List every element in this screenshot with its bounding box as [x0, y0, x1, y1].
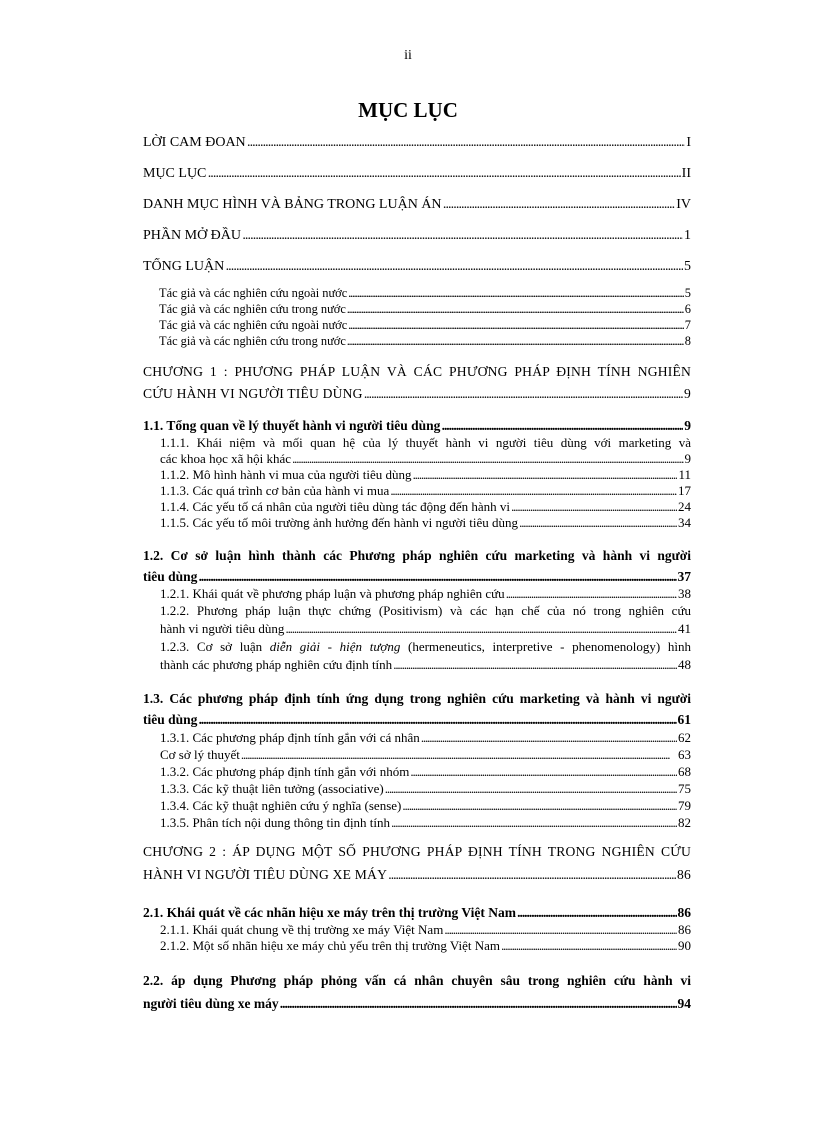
toc-entry-1-3-5[interactable]: 1.3.5. Phân tích nội dung thông tin định tính . . . 82: [143, 814, 691, 831]
toc-entry-1-3[interactable]: 1.3. Các phương pháp định tính ứng dụng trong nghiên cứu marketing và hành vi người tiêu dùng . . . 61: [143, 690, 691, 729]
toc-entry-co-so-ly-thuyet[interactable]: Cơ sở lý thuyết . . . 63: [143, 746, 691, 763]
toc-entry-1-2-2[interactable]: 1.2.2. Phương pháp luận thực chứng (Positivism) và các hạn chế của nó trong nghiên cứu hành vi người tiêu dùng . . . 41: [143, 602, 691, 638]
toc-entry-1-2-3[interactable]: 1.2.3. Cơ sở luận diễn giải - hiện tượng (hermeneutics, interpretive - phenomenology) hình thành các phương pháp nghiên cứu định tính . . . 48: [143, 638, 691, 674]
toc-entry-1-1-1[interactable]: 1.1.1. Khái niệm và mối quan hệ của lý thuyết hành vi người tiêu dùng với marketing và các khoa học xã hội khác . . . 9: [143, 435, 691, 467]
toc-entry-2-1-2[interactable]: 2.1.2. Một số nhãn hiệu xe máy chủ yếu trên thị trường Việt Nam . . . 90: [143, 938, 691, 954]
toc-entry-1-1-3[interactable]: 1.1.3. Các quá trình cơ bản của hành vi mua . . . 17: [143, 483, 691, 499]
toc-entry-tong-luan-2[interactable]: Tác giả và các nghiên cứu trong nước . . . 6: [143, 301, 691, 317]
toc-entry-1-1[interactable]: 1.1. Tổng quan về lý thuyết hành vi người tiêu dùng . . . 9: [143, 417, 691, 435]
toc-entry-tong-luan[interactable]: TỔNG LUẬN . . . 5: [143, 258, 691, 276]
toc-entry-1-3-3[interactable]: 1.3.3. Các kỹ thuật liên tưởng (associative) . . . 75: [143, 780, 691, 797]
toc-entry-1-2-1[interactable]: 1.2.1. Khái quát về phương pháp luận và phương pháp nghiên cứu . . . 38: [143, 586, 691, 602]
toc-entry-1-1-2[interactable]: 1.1.2. Mô hình hành vi mua của người tiêu dùng . . . 11: [143, 467, 691, 483]
toc-entry-tong-luan-4[interactable]: Tác giả và các nghiên cứu trong nước . . . 8: [143, 333, 691, 349]
toc-entry-2-2[interactable]: 2.2. áp dụng Phương pháp phỏng vấn cá nhân chuyên sâu trong nghiên cứu hành vi người tiêu dùng xe máy . . . 94: [143, 972, 691, 1013]
toc-entry-1-1-4[interactable]: 1.1.4. Các yếu tố cá nhân của người tiêu dùng tác động đến hành vi . . . 24: [143, 499, 691, 515]
toc-entry-tong-luan-3[interactable]: Tác giả và các nghiên cứu ngoài nước . . . 7: [143, 317, 691, 333]
toc-entry-1-1-5[interactable]: 1.1.5. Các yếu tố môi trường ảnh hưởng đến hành vi người tiêu dùng . . . 34: [143, 515, 691, 531]
toc-entry-1-3-4[interactable]: 1.3.4. Các kỹ thuật nghiên cứu ý nghĩa (sense) . . . 79: [143, 797, 691, 814]
toc-entry-tong-luan-1[interactable]: Tác giả và các nghiên cứu ngoài nước . . . 5: [143, 285, 691, 301]
toc-entry-1-3-2[interactable]: 1.3.2. Các phương pháp định tính gắn với nhóm . . . 68: [143, 763, 691, 780]
toc-entry-2-1[interactable]: 2.1. Khái quát về các nhãn hiệu xe máy trên thị trường Việt Nam . . . 86: [143, 904, 691, 922]
toc-title: MỤC LỤC: [358, 98, 458, 122]
toc-entry-phan-mo-dau[interactable]: PHẦN MỞ ĐẦU . . . 1: [143, 227, 691, 245]
page-number: ii: [404, 48, 412, 63]
toc-entry-loi-cam-doan[interactable]: LỜI CAM ĐOAN . . . I: [143, 134, 691, 152]
table-of-contents: [143, 128, 691, 1013]
toc-entry-chuong-2[interactable]: CHƯƠNG 2 : ÁP DỤNG MỘT SỐ PHƯƠNG PHÁP ĐỊNH TÍNH TRONG NGHIÊN CỨU HÀNH VI NGƯỜI TIÊU DÙNG XE MÁY . . . 86: [143, 843, 691, 884]
toc-entry-1-2[interactable]: 1.2. Cơ sở luận hình thành các Phương pháp nghiên cứu marketing và hành vi người tiêu dùng . . . 37: [143, 547, 691, 586]
toc-entry-1-3-1[interactable]: 1.3.1. Các phương pháp định tính gắn với cá nhân . . . 62: [143, 729, 691, 746]
toc-entry-muc-luc[interactable]: MỤC LỤC . . . II: [143, 165, 691, 183]
toc-entry-chuong-1[interactable]: CHƯƠNG 1 : PHƯƠNG PHÁP LUẬN VÀ CÁC PHƯƠNG PHÁP ĐỊNH TÍNH NGHIÊN CỨU HÀNH VI NGƯỜI TIÊU DÙNG . . . 9: [143, 363, 691, 403]
toc-entry-2-1-1[interactable]: 2.1.1. Khái quát chung về thị trường xe máy Việt Nam . . . 86: [143, 922, 691, 938]
toc-entry-danh-muc-hinh[interactable]: DANH MỤC HÌNH VÀ BẢNG TRONG LUẬN ÁN . . . IV: [143, 196, 691, 214]
